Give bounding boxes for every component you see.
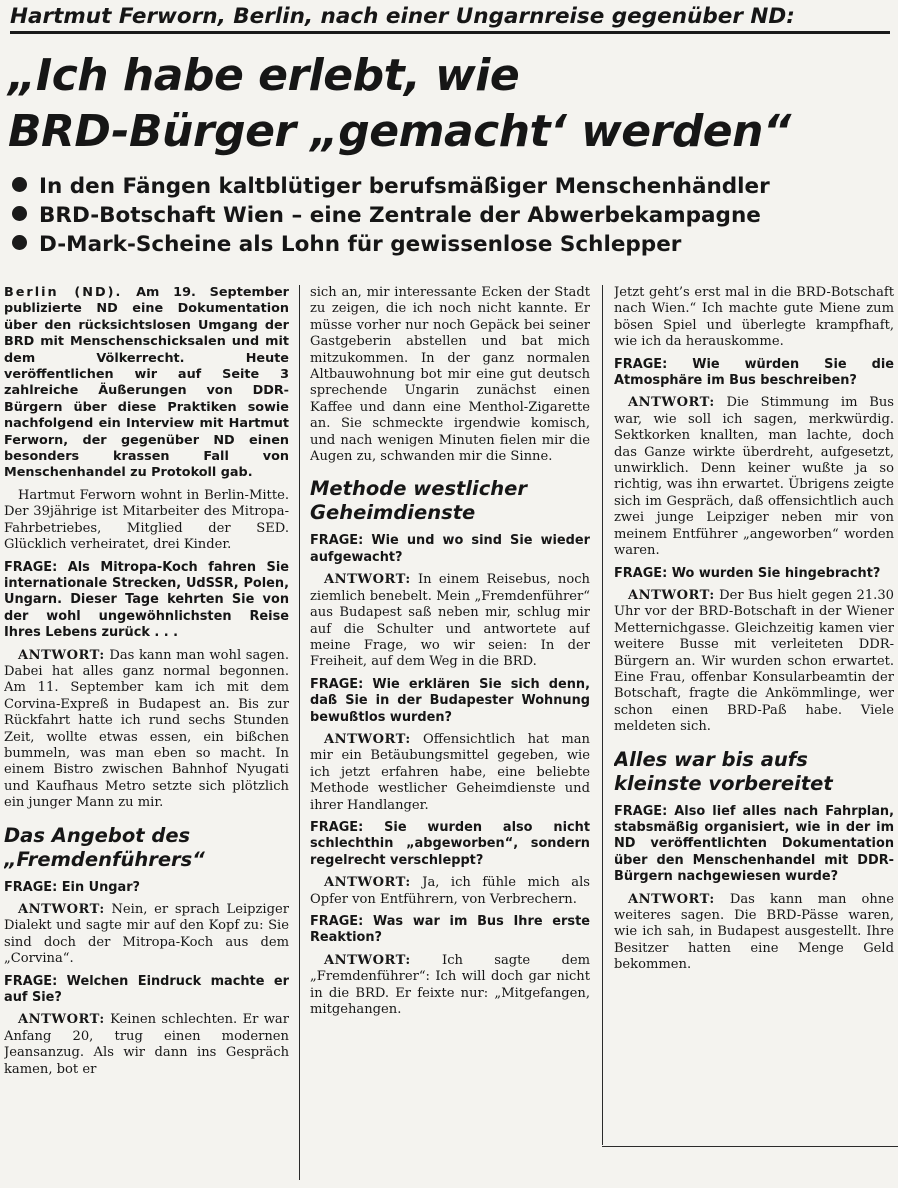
- headline-line-2: BRD-Bürger „gemacht‘ werden“: [8, 106, 791, 157]
- question: FRAGE: Welchen Eindruck machte er auf Sie?: [4, 973, 289, 1006]
- body-paragraph: Hartmut Ferworn wohnt in Berlin-Mitte. Der 39jährige ist Mitarbeiter des Mitropa-Fahrbetriebes, Mitglied der SED. Glücklich verheiratet, drei Kinder.: [4, 487, 289, 553]
- bullet-item: In den Fängen kaltblütiger berufsmäßiger Menschenhändler: [12, 172, 892, 201]
- answer: ANTWORT: Die Stimmung im Bus war, wie soll ich sagen, merkwürdig. Sektkorken knallten, man lachte, doch das Ganze wirkte überdreht, aufgesetzt, unwirklich. Denn keiner wußte ja so richtig, was ihn erwartet. Übrigens zeigte sich im Gespräch, daß offensichtlich auch zwei junge Leipziger neben mir von meinem Entführer „angeworben“ worden waren.: [614, 395, 894, 559]
- article-column-1: [4, 285, 289, 1185]
- column-divider: [299, 285, 300, 1180]
- question: FRAGE: Sie wurden also nicht schlechthin „abgeworben“, sondern regelrecht verschleppt?: [310, 819, 590, 868]
- article-column-3: [614, 285, 894, 1145]
- question: FRAGE: Wie erklären Sie sich denn, daß Sie in der Budapester Wohnung bewußtlos wurden?: [310, 676, 590, 725]
- dateline: Berlin (ND).: [4, 285, 123, 300]
- body-paragraph: Jetzt geht’s erst mal in die BRD-Botschaft nach Wien.“ Ich machte gute Miene zum bösen Spiel und überlegte krampfhaft, wie ich da herauskomme.: [614, 285, 894, 350]
- answer: ANTWORT: In einem Reisebus, noch ziemlich benebelt. Mein „Fremdenführer“ aus Budapest saß neben mir, schlug mir auf die Schulter und antwortete auf meine Frage, wo wir seien: In der Freiheit, auf dem Weg in die BRD.: [310, 572, 590, 670]
- body-paragraph: sich an, mir interessante Ecken der Stadt zu zeigen, die ich noch nicht kannte. Er müsse vorher nur noch Gepäck bei seiner Gastgeberin abstellen und bat mich mitzukommen. In der ganz normalen Altbauwohnung bot mir eine gut deutsch sprechende Ungarin zunächst einen Kaffee und dann eine Menthol-Zigarette an. Sie schmeckte irgendwie komisch, und nach wenigen Minuten fielen mir die Augen zu, schwanden mir die Sinne.: [310, 285, 590, 465]
- kicker-line: Hartmut Ferworn, Berlin, nach einer Ungarnreise gegenüber ND:: [10, 4, 890, 34]
- question: FRAGE: Ein Ungar?: [4, 879, 141, 895]
- question: FRAGE: Also lief alles nach Fahrplan, stabsmäßig organisiert, wie in der im ND veröffentlichten Dokumentation über den Menschenhandel mit DDR-Bürgern nachgewiesen wurde?: [614, 803, 894, 885]
- bullet-dot-icon: [12, 206, 27, 221]
- question: FRAGE: Wo wurden Sie hingebracht?: [614, 565, 881, 581]
- article-column-2: [310, 285, 590, 1185]
- answer: ANTWORT: Keinen schlechten. Er war Anfang 20, trug einen modernen Jeansanzug. Als wir dann ins Gespräch kamen, bot er: [4, 1012, 289, 1077]
- answer: ANTWORT: Offensichtlich hat man mir ein Betäubungsmittel gegeben, wie ich jetzt erfahren habe, eine beliebte Methode westlicher Geheimdienste und ihrer Handlanger.: [310, 731, 590, 813]
- summary-bullets: [12, 172, 892, 259]
- section-subhead: Methode westlicher Geheimdienste: [310, 477, 528, 525]
- bullet-dot-icon: [12, 235, 27, 250]
- answer: ANTWORT: Nein, er sprach Leipziger Dialekt und sagte mir auf den Kopf zu: Sie sind doch der Mitropa-Koch aus dem „Corvina“.: [4, 902, 289, 967]
- bullet-item: BRD-Botschaft Wien – eine Zentrale der Abwerbekampagne: [12, 201, 892, 230]
- headline: [8, 48, 893, 160]
- column-end-rule: [602, 1146, 898, 1147]
- question: FRAGE: Wie würden Sie die Atmosphäre im Bus beschreiben?: [614, 356, 894, 389]
- answer: ANTWORT: Das kann man wohl sagen. Dabei hat alles ganz normal begonnen. Am 11. September kam ich mit dem Corvina-Expreß in Budapest an. Bis zur Rückfahrt hatte ich rund sechs Stunden Zeit, wollte etwas essen, ein bißchen bummeln, was man eben so macht. In einem Bistro zwischen Bahnhof Nyugati und Kaufhaus Metro setzte sich plötzlich ein junger Mann zu mir.: [4, 647, 289, 811]
- answer: ANTWORT: Das kann man ohne weiteres sagen. Die BRD-Pässe waren, wie ich sah, in Budapest ausgestellt. Ihre Besitzer hatten eine Menge Geld bekommen.: [614, 891, 894, 973]
- question: FRAGE: Wie und wo sind Sie wieder aufgewacht?: [310, 533, 590, 565]
- question: FRAGE: Als Mitropa-Koch fahren Sie internationale Strecken, UdSSR, Polen, Ungarn. Dieser Tage kehrten Sie von der wohl ungewöhnlichsten Reise Ihres Lebens zurück . . .: [4, 559, 289, 641]
- answer: ANTWORT: Der Bus hielt gegen 21.30 Uhr vor der BRD-Botschaft in der Wiener Metternichgasse. Gleichzeitig kamen vier weitere Busse mit verleiteten DDR-Bürgern an. Wir wurden schon erwartet. Eine Frau, offenbar Konsularbeamtin der Botschaft, fragte die Ankömmlinge, wer schon einen BRD-Paß habe. Viele meldeten sich.: [614, 587, 894, 735]
- question: FRAGE: Was war im Bus Ihre erste Reaktion?: [310, 914, 590, 946]
- bullet-item: D-Mark-Scheine als Lohn für gewissenlose Schlepper: [12, 230, 892, 259]
- section-subhead: Alles war bis aufs kleinste vorbereitet: [614, 747, 833, 795]
- headline-line-1: „Ich habe erlebt, wie: [8, 50, 520, 101]
- bullet-dot-icon: [12, 177, 27, 192]
- answer: ANTWORT: Ich sagte dem „Fremdenführer“: Ich will doch gar nicht in die BRD. Er feixte nur: „Mitgefangen, mitgehangen.: [310, 952, 590, 1018]
- column-divider: [602, 285, 603, 1145]
- answer: ANTWORT: Ja, ich fühle mich als Opfer von Entführern, von Verbrechern.: [310, 875, 590, 907]
- section-subhead: Das Angebot des „Fremdenführers“: [4, 823, 205, 871]
- lead-paragraph: Berlin (ND). Am 19. September publizierte ND eine Dokumentation über den rücksichtslosen Umgang der BRD mit Menschenschicksalen und mit dem Völkerrecht. Heute veröffentlichen wir auf Seite 3 zahlreiche Äußerungen von DDR-Bürgern über diese Praktiken sowie nachfolgend ein Interview mit Hartmut Ferworn, der gegenüber ND einen besonders krassen Fall von Menschenhandel zu Protokoll gab.: [4, 285, 289, 481]
